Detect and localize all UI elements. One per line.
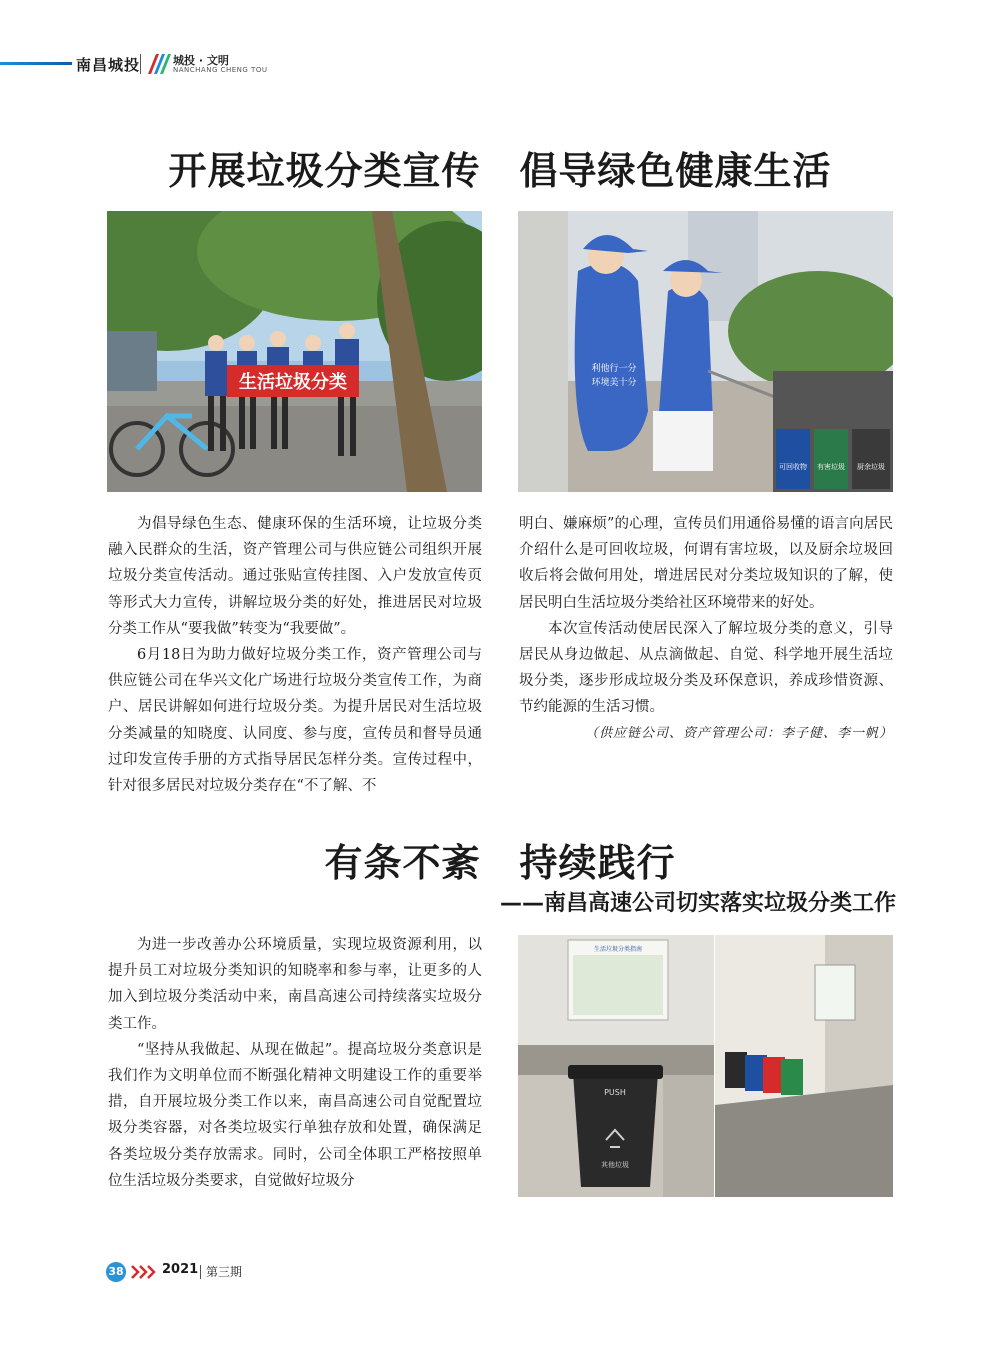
issue-year: 2021 — [162, 1262, 199, 1277]
header-brand: 南昌城投 — [76, 56, 141, 74]
banner-text: 生活垃圾分类 — [239, 372, 347, 393]
issue-number: 第三期 — [206, 1265, 243, 1279]
bin-label-kitchen: 厨余垃圾 — [857, 463, 885, 471]
vest-text-1: 利他行一分 — [591, 364, 637, 374]
header-accent-line — [0, 62, 72, 65]
article2-paragraph-2: “坚持从我做起、从现在做起”。提高垃圾分类意识是我们作为文明单位而不断强化精神文明建设工作的重要举措，自开展垃圾分类工作以来，南昌高速公司自觉配置垃圾分类容器，对各类垃圾实行单独存放和处置，确保满足各类垃圾分类存放需求。同时，公司全体职工严格按照单位生活垃圾分类要求，自觉做好垃圾分 — [108, 1041, 482, 1189]
article2-subtitle: ——南昌高速公司切实落实垃圾分类工作 — [499, 891, 896, 916]
header-divider — [140, 54, 141, 74]
article1-paragraph-1: 为倡导绿色生态、健康环保的生活环境，让垃圾分类融入民群众的生活，资产管理公司与供应链公司组织开展垃圾分类宣传活动。通过张贴宣传挂图、入户发放宣传页等形式大力宣传，讲解垃圾分类的好处，推进居民对垃圾分类工作从“要我做”转变为“我要做”。 — [108, 516, 482, 637]
photo-black-bin — [518, 935, 714, 1197]
chengtou-logo-icon — [146, 52, 172, 76]
article1-column-right — [519, 511, 893, 747]
article1-paragraph-3: 本次宣传活动使居民深入了解垃圾分类的意义，引导居民从身边做起、从点滴做起、自觉、科学地开展生活垃圾分类，逐步形成垃圾分类及环保意识，养成珍惜资源、节约能源的生活习惯。 — [519, 620, 893, 716]
article1-paragraph-2: 6月18日为助力做好垃圾分类工作，资产管理公司与供应链公司在华兴文化广场进行垃圾分类宣传工作，为商户、居民讲解如何进行垃圾分类。为提升居民对生活垃圾分类减量的知晓度、认同度、参与度，宣传员和督导员通过印发宣传手册的方式指导居民怎样分类。宣传过程中，针对很多居民对垃圾分类存在“不了解、不 — [108, 647, 482, 795]
bin-label-other: 其他垃圾 — [601, 1161, 629, 1169]
poster-title: 生活垃圾分类指南 — [593, 946, 643, 953]
chevrons-icon — [130, 1262, 158, 1282]
article2-title: 有条不紊 持续践行 — [324, 841, 676, 885]
article1-title: 开展垃圾分类宣传 倡导绿色健康生活 — [168, 149, 832, 193]
article2-paragraph-1: 为进一步改善办公环境质量，实现垃圾资源利用，以提升员工对垃圾分类知识的知晓率和参与率，让更多的人加入到垃圾分类活动中来，南昌高速公司持续落实垃圾分类工作。 — [108, 937, 482, 1032]
photo-volunteers-bins — [518, 211, 893, 492]
footer-divider — [200, 1265, 201, 1279]
photo-volunteers-banner — [107, 211, 482, 492]
header-tagline: 城投 · 文明 — [173, 54, 229, 67]
article2-column-left — [108, 932, 482, 1194]
bin-label-recyclable: 可回收物 — [779, 463, 807, 471]
article1-paragraph-2-cont: 明白、嫌麻烦”的心理，宣传员们用通俗易懂的语言向居民介绍什么是可回收垃圾，何谓有害垃圾，以及厨余垃圾回收后将会做何用处，增进居民对分类垃圾知识的了解，使居民明白生活垃圾分类给社区环境带来的好处。 — [519, 516, 893, 611]
push-label: PUSH — [604, 1088, 626, 1097]
article1-column-left — [108, 511, 482, 799]
article1-credit: （供应链公司、资产管理公司：李子健、李一帆） — [584, 725, 893, 741]
header-tagline-en: NANCHANG CHENG TOU — [173, 66, 268, 74]
photo-colored-bins — [715, 935, 893, 1197]
vest-text-2: 环境美十分 — [591, 378, 637, 388]
bin-label-hazardous: 有害垃圾 — [817, 463, 845, 471]
page-number: 38 — [106, 1262, 126, 1282]
